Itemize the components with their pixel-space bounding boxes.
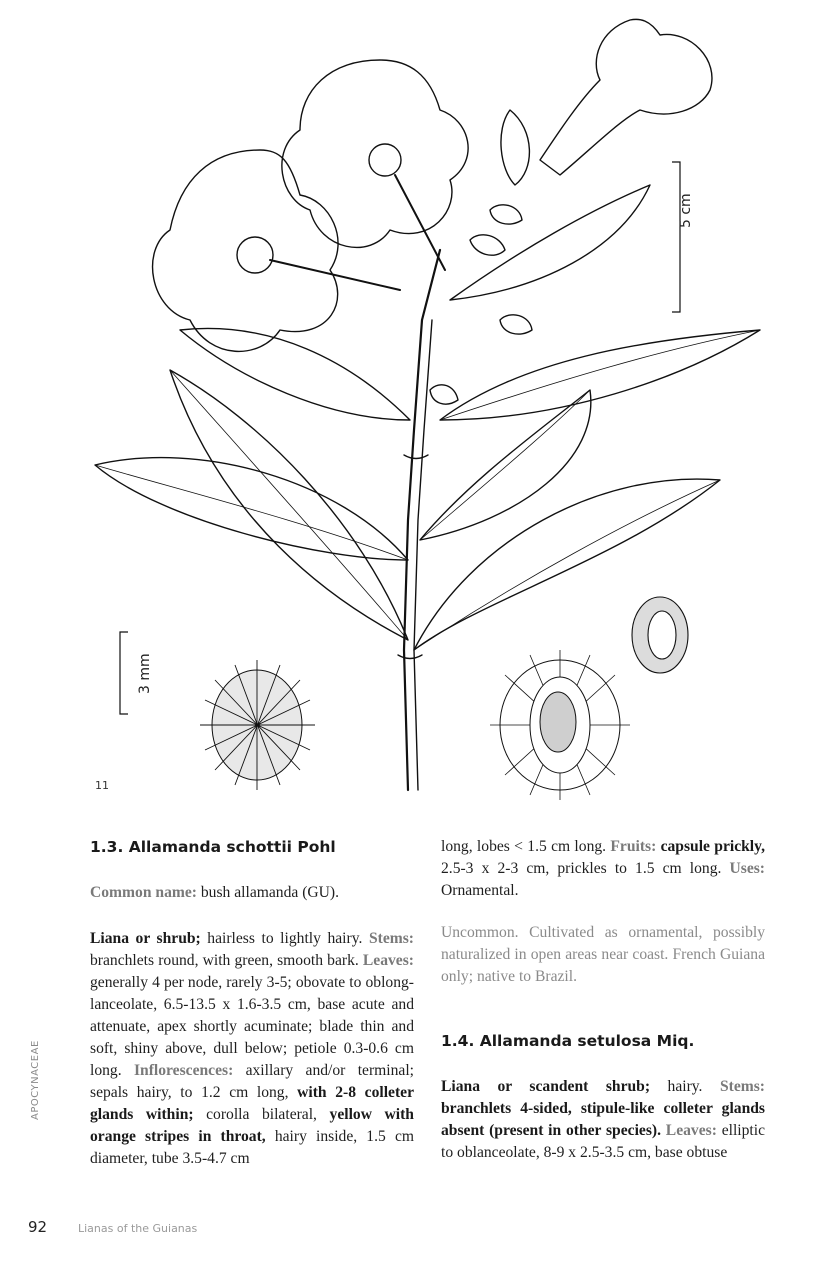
leaf-right-mid xyxy=(420,390,591,540)
species-heading-schottii: 1.3. Allamanda schottii Pohl xyxy=(90,838,336,856)
label-fruits: Fruits: xyxy=(610,838,657,855)
figure-number: 11 xyxy=(95,779,109,792)
label-leaves: Leaves: xyxy=(665,1122,717,1139)
scale-label-5cm: 5 cm xyxy=(678,193,694,228)
common-name-label: Common name: xyxy=(90,884,197,901)
label-stems: Stems: xyxy=(368,930,414,947)
common-name-line xyxy=(90,882,414,904)
scale-bar-5cm xyxy=(672,162,680,312)
desc-text: branchlets round, with green, smooth bark. xyxy=(90,952,363,969)
family-side-label: APOCYNACEAE xyxy=(30,1040,41,1120)
desc-text: long, lobes < 1.5 cm long. xyxy=(441,838,611,855)
flower-top-right xyxy=(540,19,712,175)
leaf-right-upper xyxy=(440,330,760,420)
scale-bar-3mm xyxy=(120,632,128,714)
scale-label-3mm: 3 mm xyxy=(137,653,153,694)
label-stems: Stems: xyxy=(719,1078,765,1095)
description-schottii-continued xyxy=(441,836,765,902)
left-column xyxy=(90,836,414,1170)
leaf-right-top xyxy=(450,185,650,300)
distribution-schottii: Uncommon. Cultivated as ornamental, possibly naturalized in open areas near coast. French Guiana only; native to Brazil. xyxy=(441,924,765,985)
flower-bud xyxy=(501,110,529,185)
label-uses: Uses: xyxy=(729,860,765,877)
seed-detail xyxy=(632,597,688,673)
desc-text: elliptic to oblanceolate, 8-9 x 2.5-3.5 cm, base obtuse xyxy=(441,1122,765,1161)
flower-center xyxy=(282,60,468,247)
running-title: Lianas of the Guianas xyxy=(78,1222,198,1235)
desc-text: corolla bilateral, xyxy=(193,1106,330,1123)
page-number: 92 xyxy=(28,1218,48,1236)
leaf-left-upper xyxy=(180,328,410,420)
desc-text: hairless to lightly hairy. xyxy=(200,930,369,947)
right-column xyxy=(441,836,765,1164)
label-leaves: Leaves: xyxy=(362,952,414,969)
main-stem xyxy=(404,250,440,790)
leaf-left-mid xyxy=(95,458,408,560)
desc-text: hairy. xyxy=(650,1078,720,1095)
desc-text: generally 4 per node, rarely 3-5; obovate to oblong-lanceolate, 6.5-13.5 x 1.6-3.5 cm, base acute and attenuate, apex shortly acuminate; blade thin and soft, shiny above, dull below; petiole 0.3-0.6 cm long. xyxy=(90,974,414,1079)
desc-key-character: branchlets 4-sided, stipule-like colleter glands absent (present in other species). xyxy=(441,1100,765,1139)
desc-key-character: yellow with orange stripes in throat, xyxy=(90,1106,414,1145)
desc-text: Ornamental. xyxy=(441,882,519,899)
species-heading-setulosa: 1.4. Allamanda setulosa Miq. xyxy=(441,1032,695,1050)
desc-text: hairy inside, 1.5 cm diameter, tube 3.5-4.7 cm xyxy=(90,1128,414,1167)
common-name-text: bush allamanda (GU). xyxy=(196,884,340,901)
desc-habit: Liana or scandent shrub; xyxy=(441,1078,651,1095)
fruit-capsule-left xyxy=(200,660,315,790)
fruit-capsule-right-open xyxy=(490,650,630,800)
desc-habit: Liana or shrub; xyxy=(90,930,201,947)
desc-text: 2.5-3 x 2-3 cm, prickles to 1.5 cm long. xyxy=(441,860,730,877)
description-setulosa xyxy=(441,1076,765,1164)
desc-text: axillary and/or terminal; sepals hairy, to 1.2 cm long, xyxy=(90,1062,414,1101)
description-schottii xyxy=(90,928,414,1170)
desc-key-character: capsule prickly, xyxy=(660,838,765,855)
label-inflorescences: Inflorescences: xyxy=(133,1062,234,1079)
desc-key-character: with 2-8 colleter glands within; xyxy=(90,1084,414,1123)
flower-left xyxy=(153,150,338,351)
